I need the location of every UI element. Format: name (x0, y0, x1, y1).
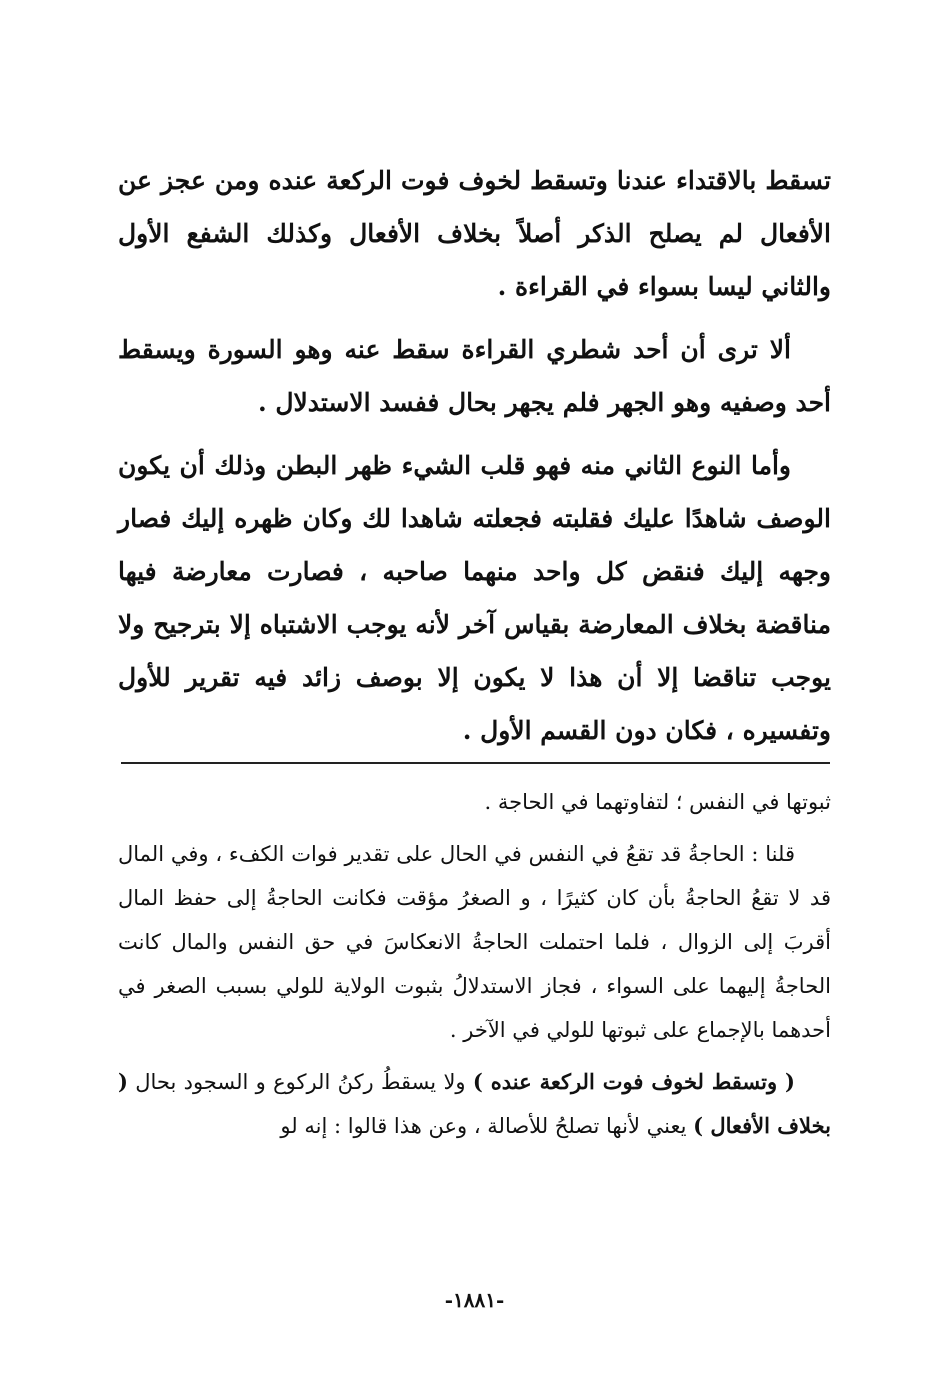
main-text (118, 154, 831, 767)
main-paragraph-1: تسقط بالاقتداء عندنا وتسقط لخوف فوت الركعة عنده ومن عجز عن الأفعال لم يصلح الذكر أصلاً بخلاف الأفعال وكذلك الشفع الأول والثاني ليسا بسواء في القراءة . (118, 166, 831, 301)
commentary-paragraph-2: قلنا : الحاجةُ قد تقعُ في النفس في الحال على تقدير فوات الكفء ، وفي المال قد لا تقعُ الحاجةُ بأن كان كثيرًا ، و الصغرُ مؤقت فكانت الحاجةُ إلى حفظ المال أقربَ إلى الزوال ، فلما احتملت الحاجةُ الانعكاسَ في حق النفس والمال كانت الحاجةُ إليهما على السواء ، فجاز الاستدلالُ بثبوت الولاية للولي بسبب الصغر في أحدهما بالإجماع على ثبوتها للولي في الآخر . (118, 842, 831, 1042)
main-paragraph-2: ألا ترى أن أحد شطري القراءة سقط عنه وهو السورة ويسقط أحد وصفيه وهو الجهر فلم يجهر بحال ففسد الاستدلال . (118, 335, 831, 417)
commentary-paragraph-3 (118, 1060, 831, 1148)
commentary-paragraph-1: ثبوتها في النفس ؛ لتفاوتهما في الحاجة . (484, 790, 831, 814)
footnote-separator (121, 762, 830, 764)
commentary (118, 780, 831, 1156)
commentary-text: ولا يسقطُ ركنُ الركوع و السجود بحال (127, 1070, 473, 1094)
page-number: -١٨٨١- (444, 1288, 505, 1312)
commentary-text: يعني لأنها تصلحُ للأصالة ، وعن هذا قالوا : إنه لو (280, 1114, 694, 1138)
quoted-text: ( بخلاف الأفعال ) (118, 1069, 831, 1138)
main-paragraph-3: وأما النوع الثاني منه فهو قلب الشيء ظهر البطن وذلك أن يكون الوصف شاهدًا عليك فقلبته فجعلته شاهدا لك وكان ظهره إليك فصار وجهه إليك فنقض كل واحد منهما صاحبه ، فصارت معارضة فيها مناقضة بخلاف المعارضة بقياس آخر لأنه يوجب الاشتباه إلا بترجيح ولا يوجب تناقضا إلا أن هذا لا يكون إلا بوصف زائد فيه تقرير للأول وتفسيره ، فكان دون القسم الأول . (118, 451, 831, 745)
quoted-text: ( وتسقط لخوف فوت الركعة عنده ) (472, 1069, 795, 1094)
